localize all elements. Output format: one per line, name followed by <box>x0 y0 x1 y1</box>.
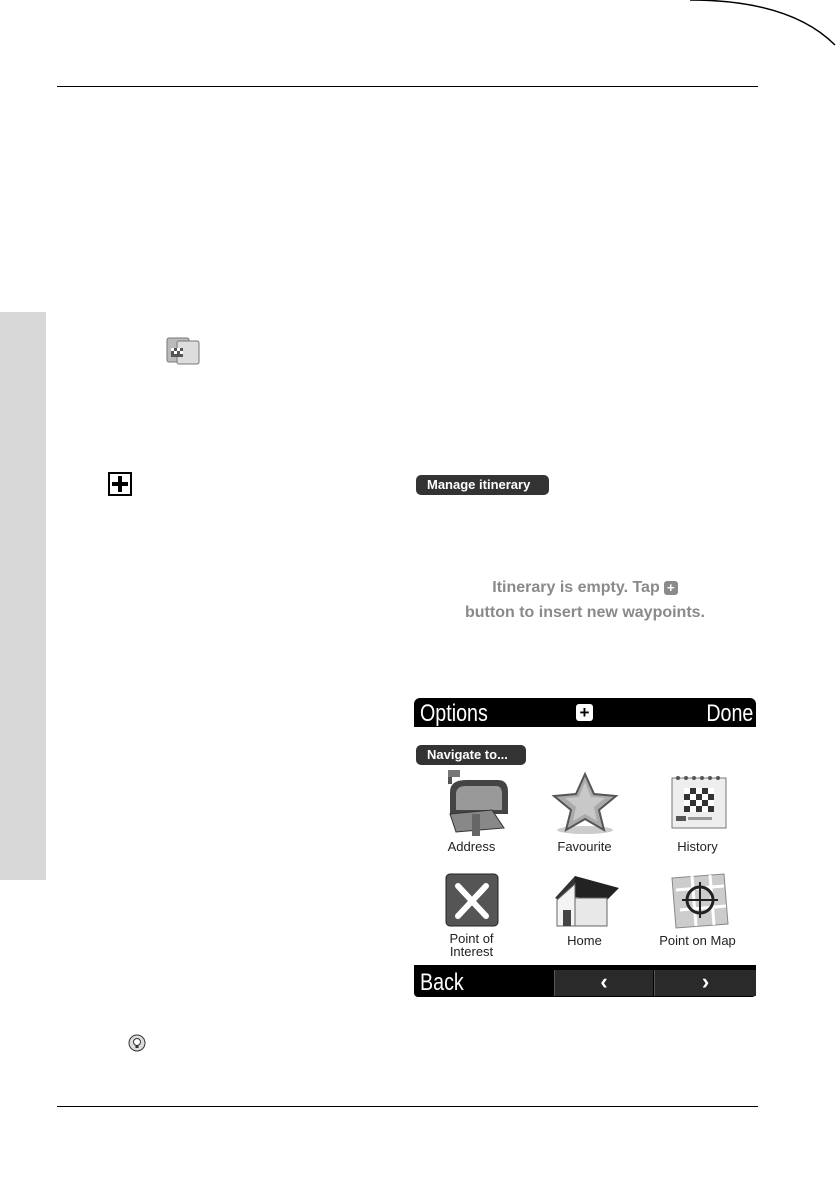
calendar-icon <box>658 770 738 836</box>
next-page-button[interactable]: › <box>654 970 756 996</box>
tile-label-point-on-map: Point on Map <box>659 933 736 948</box>
mailbox-icon <box>432 770 512 836</box>
chapter-thumb-tab <box>0 312 46 880</box>
navigate-to-label: Navigate to... <box>427 747 508 762</box>
tile-label-point-of-interest: Point of Interest <box>449 931 494 959</box>
previous-page-button[interactable]: ‹ <box>554 970 653 996</box>
header-rule <box>57 86 758 87</box>
inline-plus-icon: + <box>664 581 678 595</box>
done-button[interactable]: Done <box>705 700 753 727</box>
page-corner-curve <box>690 0 838 60</box>
empty-itinerary-message <box>415 575 755 625</box>
add-waypoint-button[interactable]: + <box>576 704 593 721</box>
itinerary-icon <box>165 336 203 366</box>
plus-icon <box>108 472 132 496</box>
options-button[interactable]: Options <box>420 700 488 727</box>
back-button[interactable]: Back <box>420 969 464 996</box>
tile-label-home: Home <box>567 933 602 948</box>
star-icon <box>545 770 625 836</box>
tile-point-of-interest[interactable] <box>415 870 528 958</box>
tile-point-on-map[interactable] <box>641 870 754 947</box>
tile-history[interactable] <box>641 770 754 853</box>
empty-message-line1: Itinerary is empty. Tap <box>492 579 660 596</box>
footer-rule <box>57 1106 758 1107</box>
tile-address[interactable] <box>415 770 528 853</box>
tile-label-favourite: Favourite <box>557 839 612 854</box>
tile-label-history: History <box>677 839 718 854</box>
map-crosshair-icon <box>658 870 738 930</box>
cutlery-icon <box>432 870 512 930</box>
tile-favourite[interactable] <box>528 770 641 853</box>
tip-icon <box>128 1034 146 1052</box>
navigate-bottom-bar <box>414 965 756 997</box>
empty-message-line2: button to insert new waypoints. <box>465 604 705 621</box>
manage-itinerary-label: Manage itinerary <box>427 477 531 492</box>
navigate-to-header <box>416 745 526 765</box>
tile-home[interactable] <box>528 870 641 947</box>
manage-itinerary-header <box>416 475 549 495</box>
house-icon <box>545 870 625 930</box>
tile-label-address: Address <box>447 839 496 854</box>
itinerary-bottom-bar <box>414 698 756 727</box>
